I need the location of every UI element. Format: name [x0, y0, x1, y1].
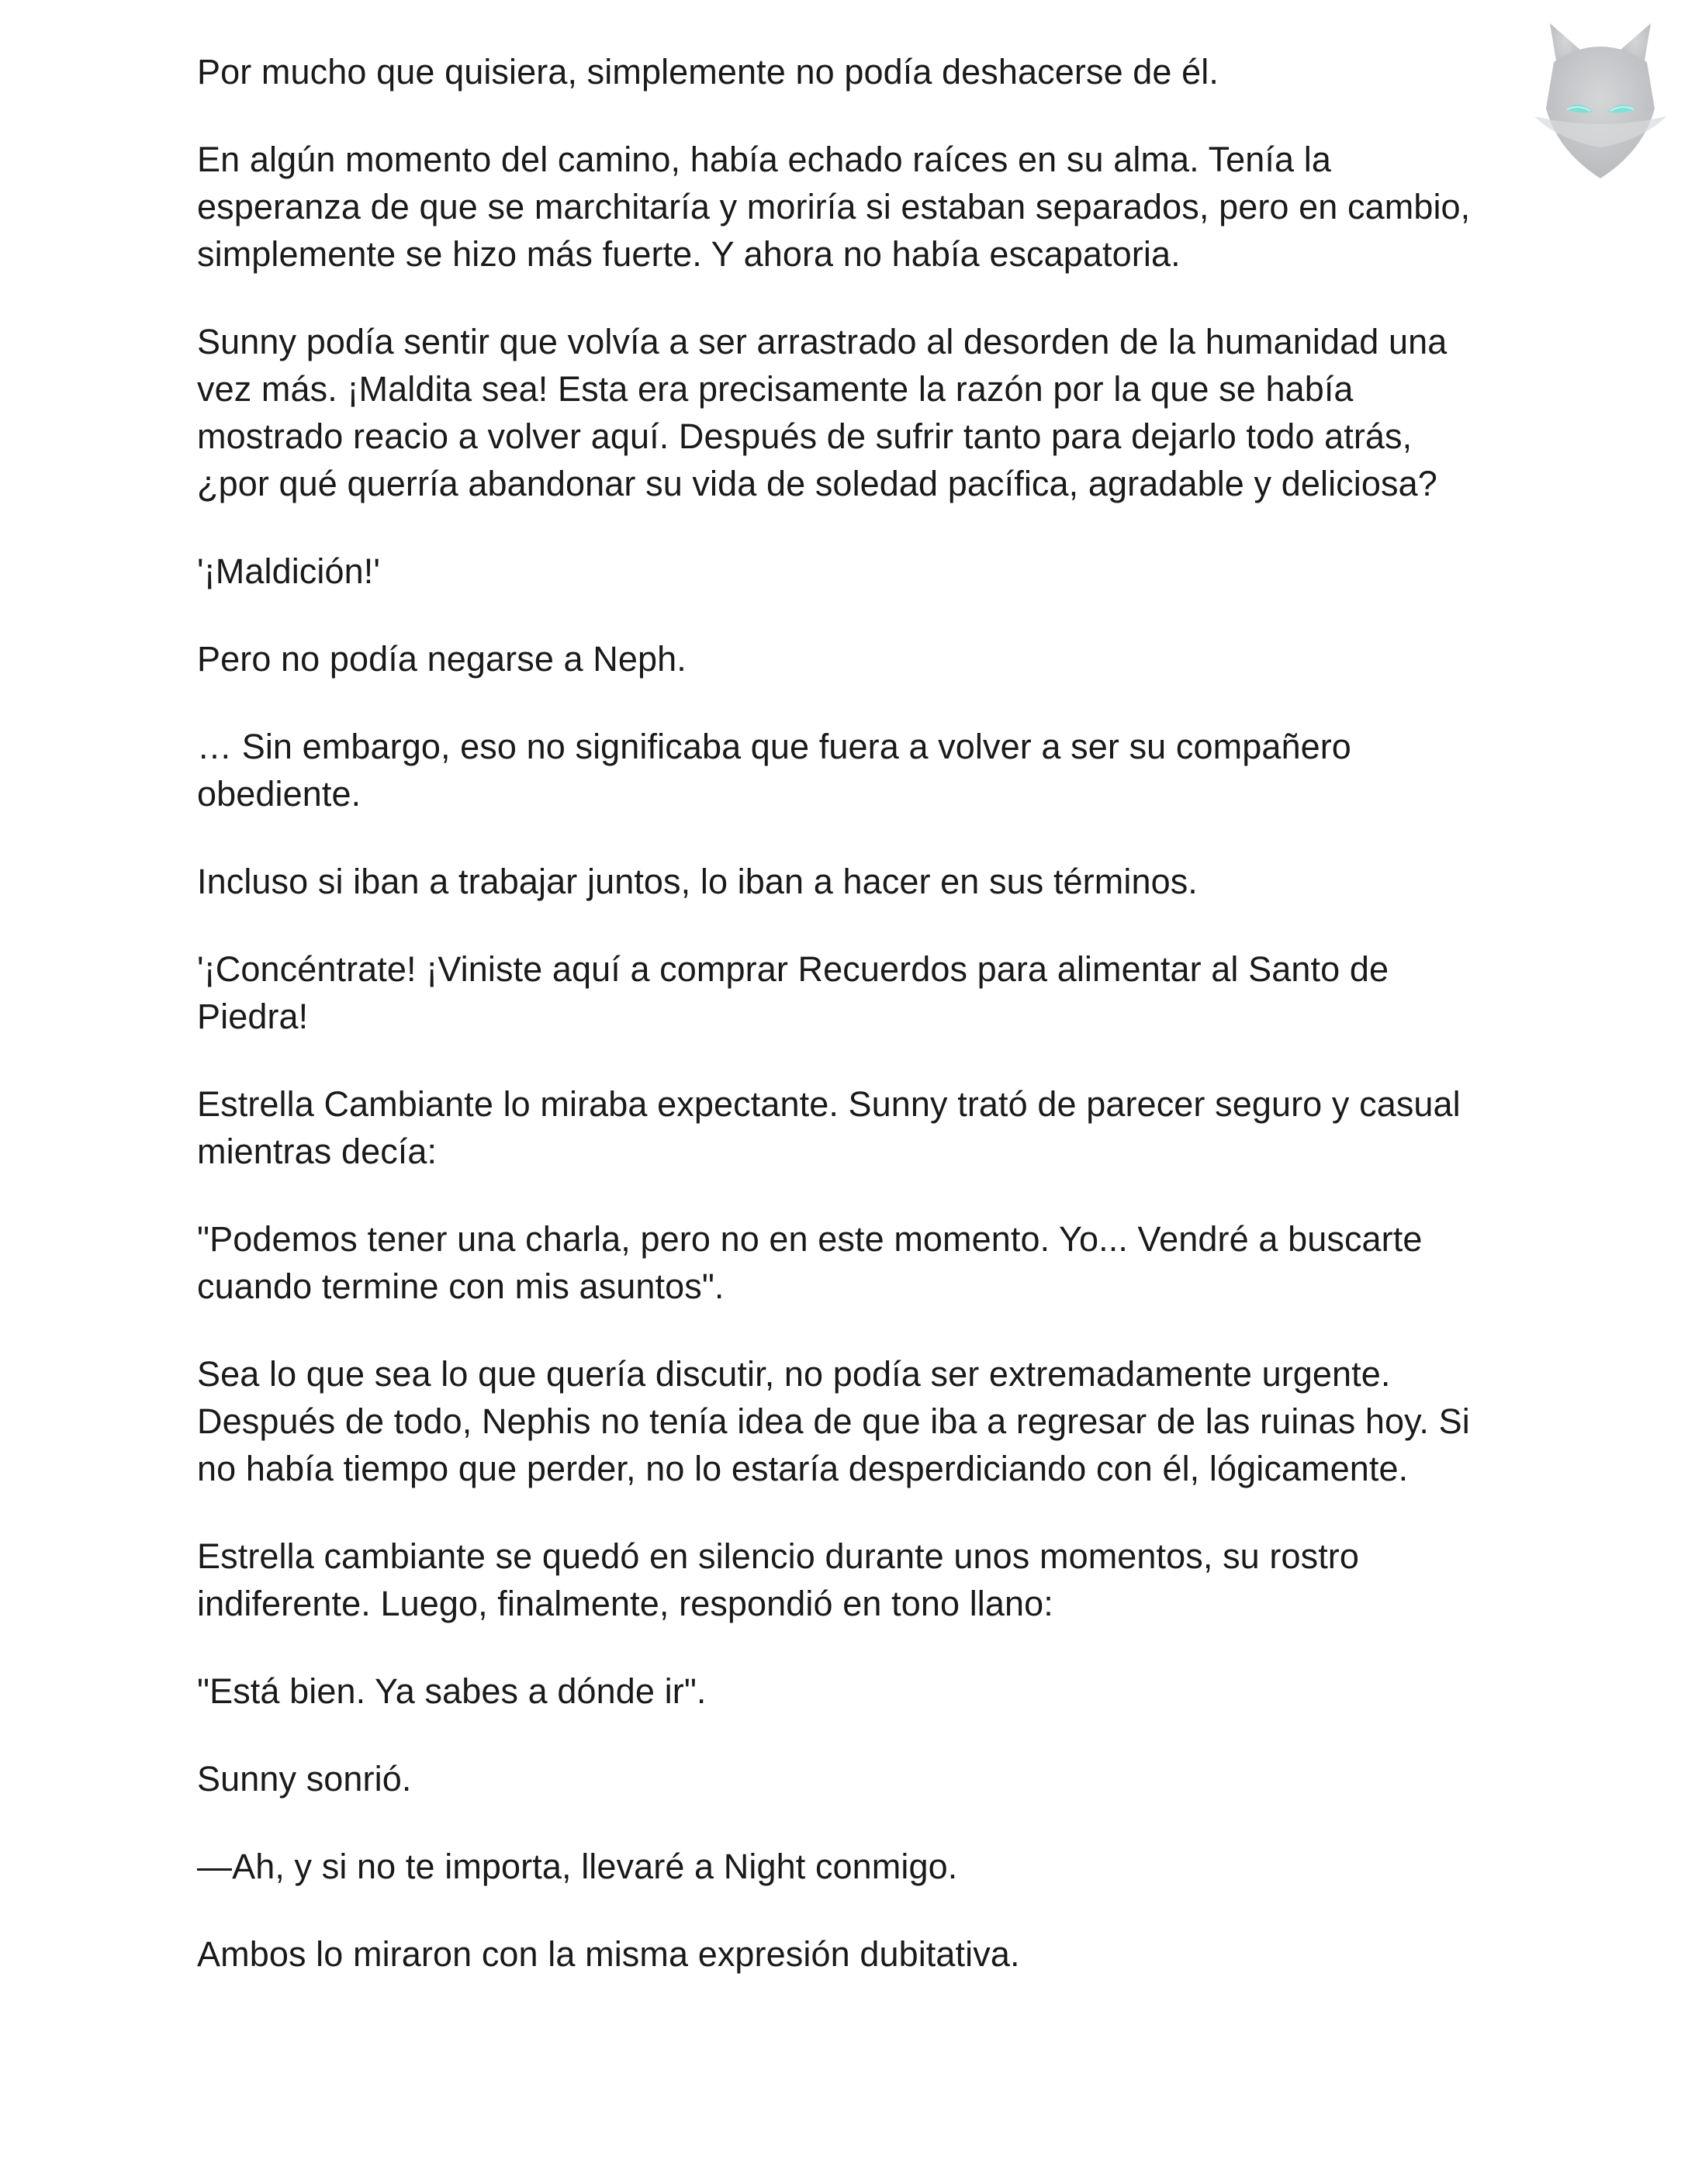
paragraph-12: Estrella cambiante se quedó en silencio durante unos momentos, su rostro indiferente. Luego, finalmente, respondió en tono llano:	[197, 1536, 1360, 1623]
paragraph-15: —Ah, y si no te importa, llevaré a Night conmigo.	[197, 1847, 958, 1886]
paragraph-11: Sea lo que sea lo que quería discutir, no podía ser extremadamente urgente. Después de todo, Nephis no tenía idea de que iba a regresar de las ruinas hoy. Si no había tiempo que perder, no lo estaría desperdiciando con él, lógicamente.	[197, 1354, 1470, 1488]
paragraph-4: '¡Maldición!'	[197, 551, 381, 591]
watermark-logo-icon	[1527, 16, 1674, 186]
text-body	[197, 48, 1485, 2018]
paragraph-13: "Está bien. Ya sabes a dónde ir".	[197, 1671, 707, 1711]
paragraph-7: Incluso si iban a trabajar juntos, lo iban a hacer en sus términos.	[197, 862, 1198, 901]
paragraph-1: Por mucho que quisiera, simplemente no podía deshacerse de él.	[197, 52, 1219, 92]
paragraph-6: … Sin embargo, eso no significaba que fuera a volver a ser su compañero obediente.	[197, 727, 1351, 814]
paragraph-16: Ambos lo miraron con la misma expresión dubitativa.	[197, 1934, 1020, 1974]
paragraph-5: Pero no podía negarse a Neph.	[197, 639, 687, 679]
paragraph-2: En algún momento del camino, había echado raíces en su alma. Tenía la esperanza de que se marchitaría y moriría si estaban separados, pero en cambio, simplemente se hizo más fuerte. Y ahora no había escapatoria.	[197, 140, 1471, 274]
demon-mask-icon	[1527, 16, 1674, 186]
paragraph-9: Estrella Cambiante lo miraba expectante. Sunny trató de parecer seguro y casual mientras decía:	[197, 1084, 1461, 1171]
paragraph-3: Sunny podía sentir que volvía a ser arrastrado al desorden de la humanidad una vez más. ¡Maldita sea! Esta era precisamente la razón por la que se había mostrado reacio a volver aquí. Después de sufrir tanto para dejarlo todo atrás, ¿por qué querría abandonar su vida de soledad pacífica, agradable y deliciosa?	[197, 322, 1448, 503]
paragraph-8: '¡Concéntrate! ¡Viniste aquí a comprar Recuerdos para alimentar al Santo de Piedra!	[197, 949, 1389, 1036]
paragraph-10: "Podemos tener una charla, pero no en este momento. Yo... Vendré a buscarte cuando termine con mis asuntos".	[197, 1219, 1423, 1306]
paragraph-14: Sunny sonrió.	[197, 1759, 412, 1799]
